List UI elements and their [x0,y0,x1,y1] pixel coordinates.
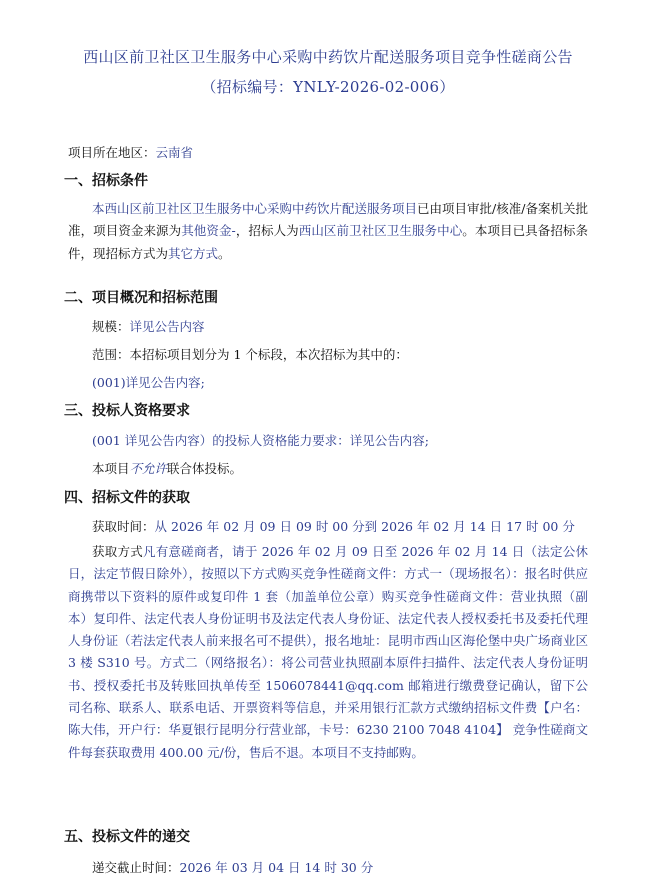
section-1-heading: 一、招标条件 [64,173,148,189]
tenderer-name: 西山区前卫社区卫生服务中心 [298,223,463,239]
scale-label: 规模： [92,319,130,334]
obtain-method-paragraph [68,541,588,764]
section-1-paragraph [68,198,588,265]
obtain-time-value: 从 2026 年 02 月 09 日 09 时 00 分到 2026 年 02 月 14 日 17 时 00 分 [154,519,575,534]
deadline-label: 递交截止时间： [92,860,180,875]
fund-source: 其他资金- [181,223,236,239]
bid-number: （招标编号：YNLY-2026-02-006） [201,78,455,96]
document-title: 西山区前卫社区卫生服务中心采购中药饮片配送服务项目竞争性磋商公告 [83,48,573,66]
joint-suffix: 联合体投标。 [167,461,243,476]
joint-bid-line [92,459,242,477]
section-3-heading: 三、投标人资格要求 [64,403,190,419]
section-5-heading: 五、投标文件的递交 [64,829,190,845]
region-label: 项目所在地区： [68,145,156,160]
scale-value: 详见公告内容 [129,319,205,334]
deadline-line [92,858,373,876]
section-2-heading: 二、项目概况和招标范围 [64,290,218,306]
joint-value: 不允许 [129,461,168,476]
joint-prefix: 本项目 [92,461,130,476]
obtain-time-label: 获取时间： [92,519,155,534]
tender-method: 其它方式 [168,245,219,261]
period: 。 [218,245,231,261]
project-region [68,143,193,161]
section-4-heading: 四、招标文件的获取 [64,490,190,506]
obtain-method-label: 获取方式 [92,544,143,559]
range-line: 范围：本招标项目划分为 1 个标段，本次招标为其中的： [92,347,408,362]
obtain-time-line [92,517,575,535]
scale-line [92,317,205,335]
qualification-line: (001 详见公告内容）的投标人资格能力要求：详见公告内容; [92,433,429,448]
method-text: 。本项目已具备招标条件，现招标方式为 [68,223,588,261]
obtain-method-text: 凡有意磋商者，请于 2026 年 02 月 09 日至 2026 年 02 月 14 日（法定公休日，法定节假日除外），按照以下方式购买竞争性磋商文件：方式一（现场报名）：报名时供应商携带以下资料的原件或复印件 1 套（加盖单位公章）购买竞争性磋商文件：营业执照（副本）复印件、法定代表人身份证明书及法定代表人身份证、法定代表人授权委托书及委托代理人身份证（若法定代表人前来报名可不提供），报名地址：昆明市西山区海伦堡中央广场商业区 3 楼 S310 号。方式二（网络报名）：将公司营业执照副本原件扫描件、法定代表人身份证明书、授权委托书及转账回执单传至 1506078441@qq.com 邮箱进行缴费登记确认，留下公司名称、联系人、联系电话、开票资料等信息，并采用银行汇款方式缴纳招标文件费【户名：陈大伟，开户行：华夏银行昆明分行营业部，卡号：6230 2100 7048 4104】 竞争性磋商文件每套获取费用 400.00 元/份，售后不退。本项目不支持邮购。 [68,544,588,760]
lot-line: (001)详见公告内容; [92,375,205,390]
approval-text: 已由项目审批/核准/备案机关批准，项目资金来源为 [68,201,588,239]
project-name: 本西山区前卫社区卫生服务中心采购中药饮片配送服务项目 [92,201,418,216]
deadline-value: 2026 年 03 月 04 日 14 时 30 分 [179,860,374,875]
tenderer-label: ，招标人为 [235,223,299,239]
region-value: 云南省 [155,145,194,160]
